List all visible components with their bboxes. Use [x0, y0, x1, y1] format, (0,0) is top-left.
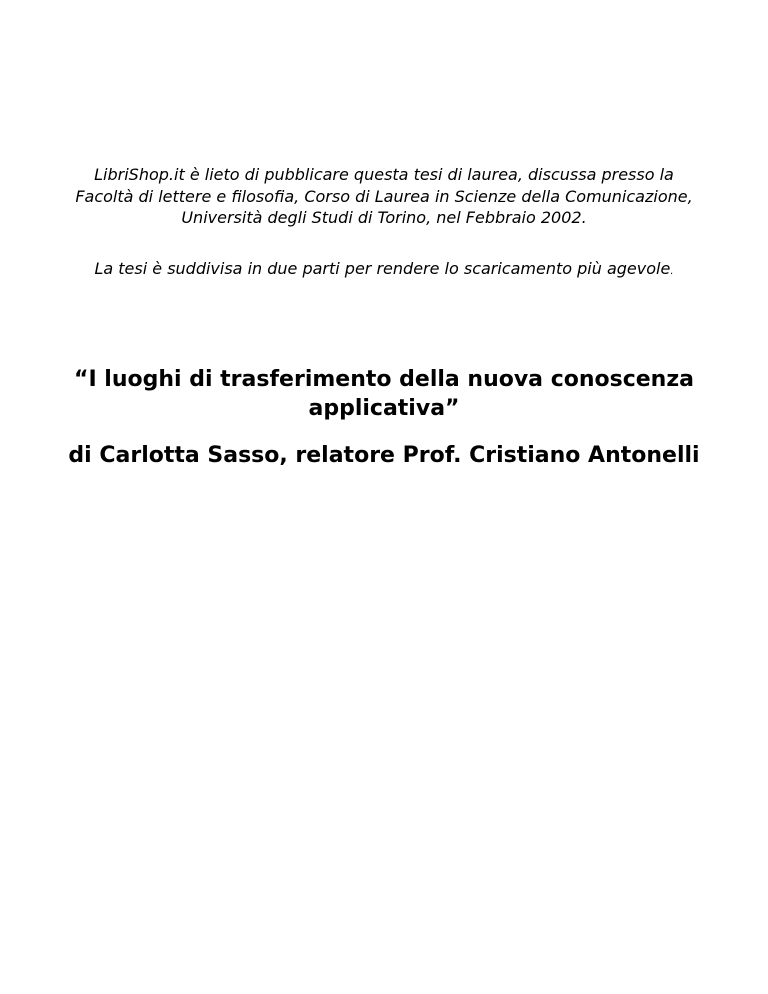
- download-note-text: La tesi è suddivisa in due parti per rendere lo scaricamento più agevole: [94, 259, 671, 278]
- download-note-period: .: [670, 266, 674, 277]
- author-line: di Carlotta Sasso, relatore Prof. Cristiano Antonelli: [68, 443, 700, 468]
- download-note: [70, 258, 698, 283]
- publication-notice: LibriShop.it è lieto di pubblicare questa tesi di laurea, discussa presso la Facoltà di lettere e filosofia, Corso di Laurea in Scienze della Comunicazione, Università degli Studi di Torino, nel Febbraio 2002.: [75, 165, 693, 227]
- thesis-title: “I luoghi di trasferimento della nuova conoscenza applicativa”: [73, 367, 694, 421]
